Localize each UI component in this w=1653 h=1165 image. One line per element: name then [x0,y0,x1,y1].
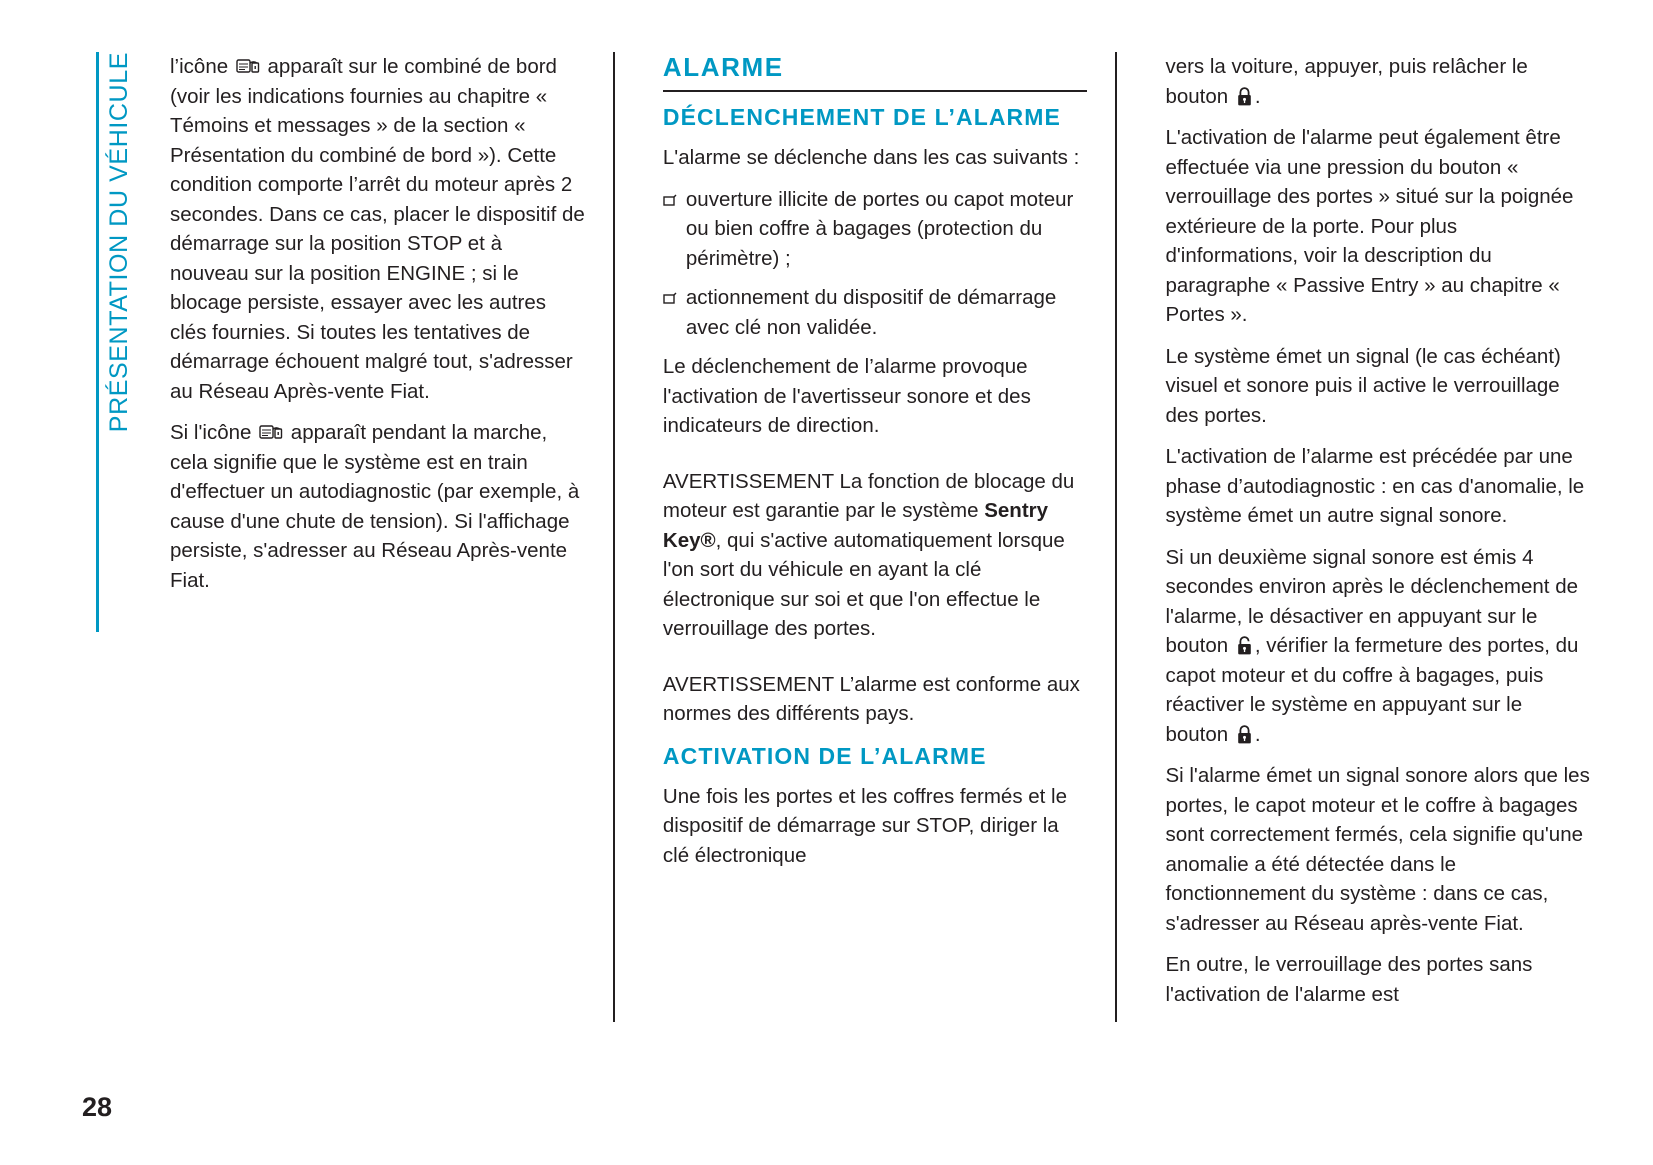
paragraph-text-part: apparaît pendant la marche, cela signifie que le système est en train d'effectuer un autodiagnostic (par exemple, à cause d'une chute de tension). Si l'affichage persiste, s'adresser au Réseau Après-vente Fiat. [170,421,580,592]
chapter-side-tab-label: PRÉSENTATION DU VÉHICULE [104,52,133,433]
subsection-title-activation: ACTIVATION DE L’ALARME [662,742,987,769]
paragraph-lock-without-alarm: En outre, le verrouillage des portes sans l'activation de l'alarme est [1165,953,1533,1006]
page-body [170,52,1590,1022]
paragraph-text-part: Si l'icône [170,421,258,444]
column-middle [613,52,1088,1022]
paragraph-text-part: . [1254,722,1261,746]
paragraph-text-part: apparaît sur le combiné de bord (voir les indications fournies au chapitre « Témoins et messages » de la section « Présentation du combiné de bord »). Cette condition comporte l’arrêt du moteur après 2 secondes. Dans ce cas, placer le dispositif de démarrage sur la position STOP et à nouveau sur la position ENGINE ; si le blocage persiste, essayer avec les autres clés fournies. Si toutes les tentatives de démarrage échouent malgré tout, s'adresser au Réseau Après-vente Fiat. [170,55,585,403]
paragraph-text-part: . [1254,84,1261,108]
unlock-open-icon [1236,635,1253,656]
paragraph-text-part: Si un deuxième signal sonore est émis 4 secondes environ après le déclenchement de l'alarme, le désactiver en appuyant sur le bouton [1165,545,1578,657]
lock-closed-icon [1236,86,1253,107]
page-number: 28 [82,1092,113,1122]
paragraph-anomaly-detected: Si l'alarme émet un signal sonore alors que les portes, le capot moteur et le coffre à bagages sont correctement fermés, cela signifie qu'une anomalie a été détectée dans le fonctionnement du système : dans ce cas, s'adresser au Réseau après-vente Fiat. [1165,764,1590,935]
paragraph-signal-emitted: Le système émet un signal (le cas échéant) visuel et sonore puis il active le verrouillage des portes. [1165,344,1561,427]
paragraph-text-part: vers la voiture, appuyer, puis relâcher le bouton [1165,55,1528,108]
warning-text-part: AVERTISSEMENT La fonction de blocage du moteur est garantie par le système [662,469,1075,522]
warning-text-part: , qui s'active automatiquement lorsque l'on sort du véhicule en ayant la clé électronique sur soi et que l'on effectue le verrouillage des portes. [662,528,1065,640]
column-left [170,52,585,1022]
paragraph-alarm-effect: Le déclenchement de l’alarme provoque l'activation de l'avertisseur sonore et des indicateurs de direction. [662,355,1031,437]
paragraph-alarm-triggers-intro: L'alarme se déclenche dans les cas suivants : [662,146,1080,169]
paragraph-immobilizer-icon-running [170,418,585,595]
section-title-alarme: ALARME [663,52,1088,92]
warning-sentry-key [663,467,1088,644]
column-right [1115,52,1590,1022]
warning-brand-name: Sentry Key® [662,499,1049,552]
paragraph-text-part: l’icône [170,55,234,78]
square-bullet-icon [663,194,677,208]
list-item [663,185,1088,274]
paragraph-immobilizer-icon-display [170,52,585,406]
list-item [663,283,1088,342]
list-item-label: actionnement du dispositif de démarrage avec clé non validée. [685,286,1057,339]
paragraph-text-part: , vérifier la fermeture des portes, du capot moteur et du coffre à bagages, puis réactiver le système en appuyant sur le bouton [1165,634,1579,746]
paragraph-activation-door-handle: L'activation de l'alarme peut également être effectuée via une pression du bouton « verrouillage des portes » situé sur la poignée extérieure de la porte. Pour plus d'informations, voir la description du paragraphe « Passive Entry » au chapitre « Portes ». [1165,126,1574,326]
subsection-title-declenchement: DÉCLENCHEMENT DE L’ALARME [662,104,1061,130]
engine-immobilizer-icon [259,421,283,443]
warning-alarm-standards: AVERTISSEMENT L’alarme est conforme aux normes des différents pays. [662,672,1080,725]
lock-closed-icon [1236,724,1253,745]
chapter-side-tab [96,52,139,632]
engine-immobilizer-icon [236,55,260,77]
paragraph-autodiagnostic: L'activation de l’alarme est précédée par une phase d’autodiagnostic : en cas d'anomalie, le système émet un autre signal sonore. [1165,445,1585,527]
paragraph-second-signal [1165,543,1590,750]
square-bullet-icon [663,292,677,306]
paragraph-activation-intro: Une fois les portes et les coffres fermés et le dispositif de démarrage sur STOP, diriger la clé électronique [662,784,1068,867]
paragraph-press-lock-button [1165,52,1590,111]
list-item-label: ouverture illicite de portes ou capot moteur ou bien coffre à bagages (protection du périmètre) ; [685,187,1074,270]
